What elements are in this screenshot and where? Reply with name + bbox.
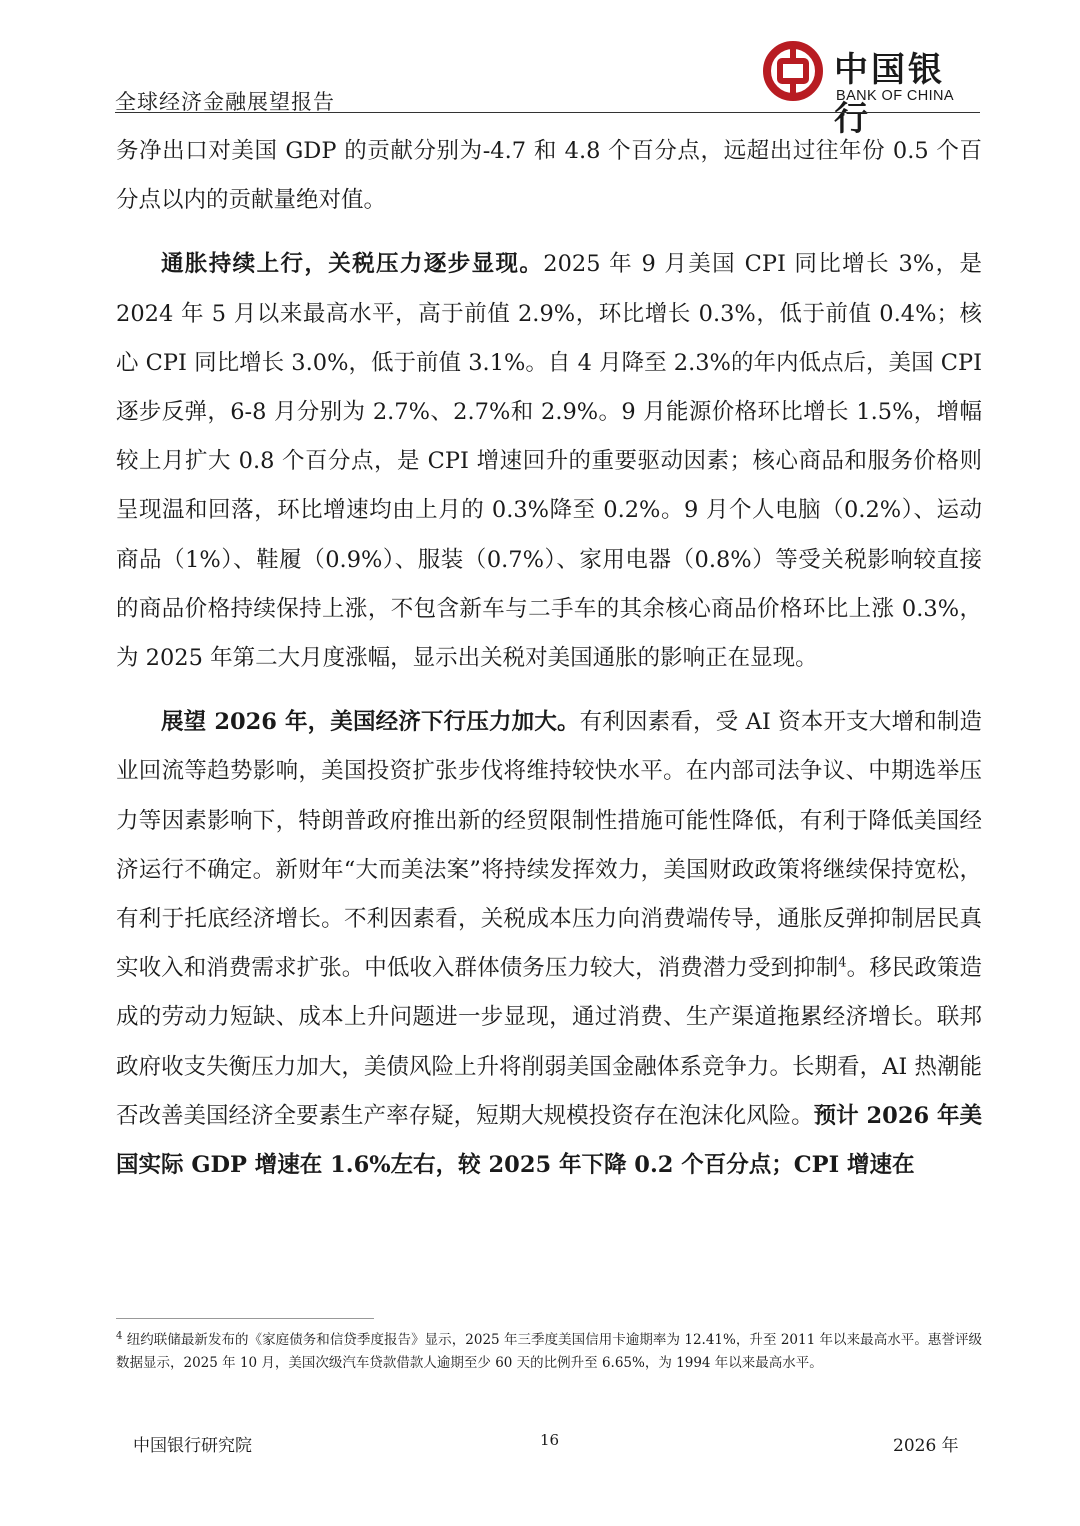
logo-chinese-name: 中国银行	[834, 50, 945, 139]
paragraph-text: 务净出口对美国 GDP 的贡献分别为-4.7 和 4.8 个百分点，远超出过往年份 0.5 个百分点以内的贡献量绝对值。	[116, 138, 982, 214]
footnote-reference[interactable]: 4	[838, 955, 847, 971]
page-header	[115, 38, 980, 139]
footer-publisher: 中国银行研究院	[133, 1436, 252, 1456]
paragraph-conclusion: 预计 2026 年美国实际 GDP 增速在 1.6%左右，较 2025 年下降 0.2 个百分点；CPI 增速在	[116, 1102, 982, 1179]
paragraph-inflation	[116, 240, 982, 683]
paragraph-outlook-2026	[116, 698, 982, 1190]
report-title: 全球经济金融展望报告	[115, 90, 335, 114]
paragraph-net-exports	[116, 127, 982, 225]
main-body	[116, 127, 982, 1190]
paragraph-text: 2025 年 9 月美国 CPI 同比增长 3%，是 2024 年 5 月以来最高水平，高于前值 2.9%，环比增长 0.3%，低于前值 0.4%；核心 CPI 同比增长 3.0%，低于前值 3.1%。自 4 月降至 2.3%的年内低点后，美国 CPI 逐步反弹，6-8 月分别为 2.7%、2.7%和 2.9%。9 月能源价格环比增长 1.5%，增幅较上月扩大 0.8 个百分点，是 CPI 增速回升的重要驱动因素；核心商品和服务价格则呈现温和回落，环比增速均由上月的 0.3%降至 0.2%。9 月个人电脑（0.2%）、运动商品（1%）、鞋履（0.9%）、服装（0.7%）、家用电器（0.8%）等受关税影响较直接的商品价格持续保持上涨，不包含新车与二手车的其余核心商品价格环比上涨 0.3%，为 2025 年第二大月度涨幅，显示出关税对美国通胀的影响正在显现。	[116, 251, 982, 672]
footnote-number: 4	[116, 1330, 123, 1342]
footnote-divider	[116, 1318, 374, 1319]
footnote-text: 纽约联储最新发布的《家庭债务和信贷季度报告》显示，2025 年三季度美国信用卡逾期率为 12.41%，升至 2011 年以来最高水平。惠誉评级数据显示，2025 年 10 月，美国次级汽车贷款借款人逾期至少 60 天的比例升至 6.65%，为 1994 年以来最高水平。	[116, 1332, 982, 1371]
logo-english-name: BANK OF CHINA	[836, 88, 954, 104]
paragraph-text: 。移民政策造成的劳动力短缺、成本上升问题进一步显现，通过消费、生产渠道拖累经济增长。联邦政府收支失衡压力加大，美债风险上升将削弱美国金融体系竞争力。长期看，AI 热潮能否改善美国经济全要素生产率存疑，短期大规模投资存在泡沫化风险。	[116, 955, 982, 1129]
footer-year: 2026 年	[893, 1436, 959, 1456]
bank-logo-icon	[762, 40, 824, 102]
footnote	[116, 1329, 982, 1374]
bank-of-china-logo	[762, 38, 972, 139]
header-divider	[115, 112, 980, 113]
paragraph-heading: 展望 2026 年，美国经济下行压力加大。	[161, 709, 580, 736]
paragraph-text: 有利因素看，受 AI 资本开支大增和制造业回流等趋势影响，美国投资扩张步伐将维持较快水平。在内部司法争议、中期选举压力等因素影响下，特朗普政府推出新的经贸限制性措施可能性降低，有利于降低美国经济运行不确定。新财年“大而美法案”将持续发挥效力，美国财政政策将继续保持宽松，有利于托底经济增长。不利因素看，关税成本压力向消费端传导，通胀反弹抑制居民真实收入和消费需求扩张。中低收入群体债务压力较大，消费潜力受到抑制	[116, 709, 982, 982]
paragraph-heading: 通胀持续上行，关税压力逐步显现。	[161, 251, 544, 278]
page-number: 16	[540, 1431, 560, 1449]
